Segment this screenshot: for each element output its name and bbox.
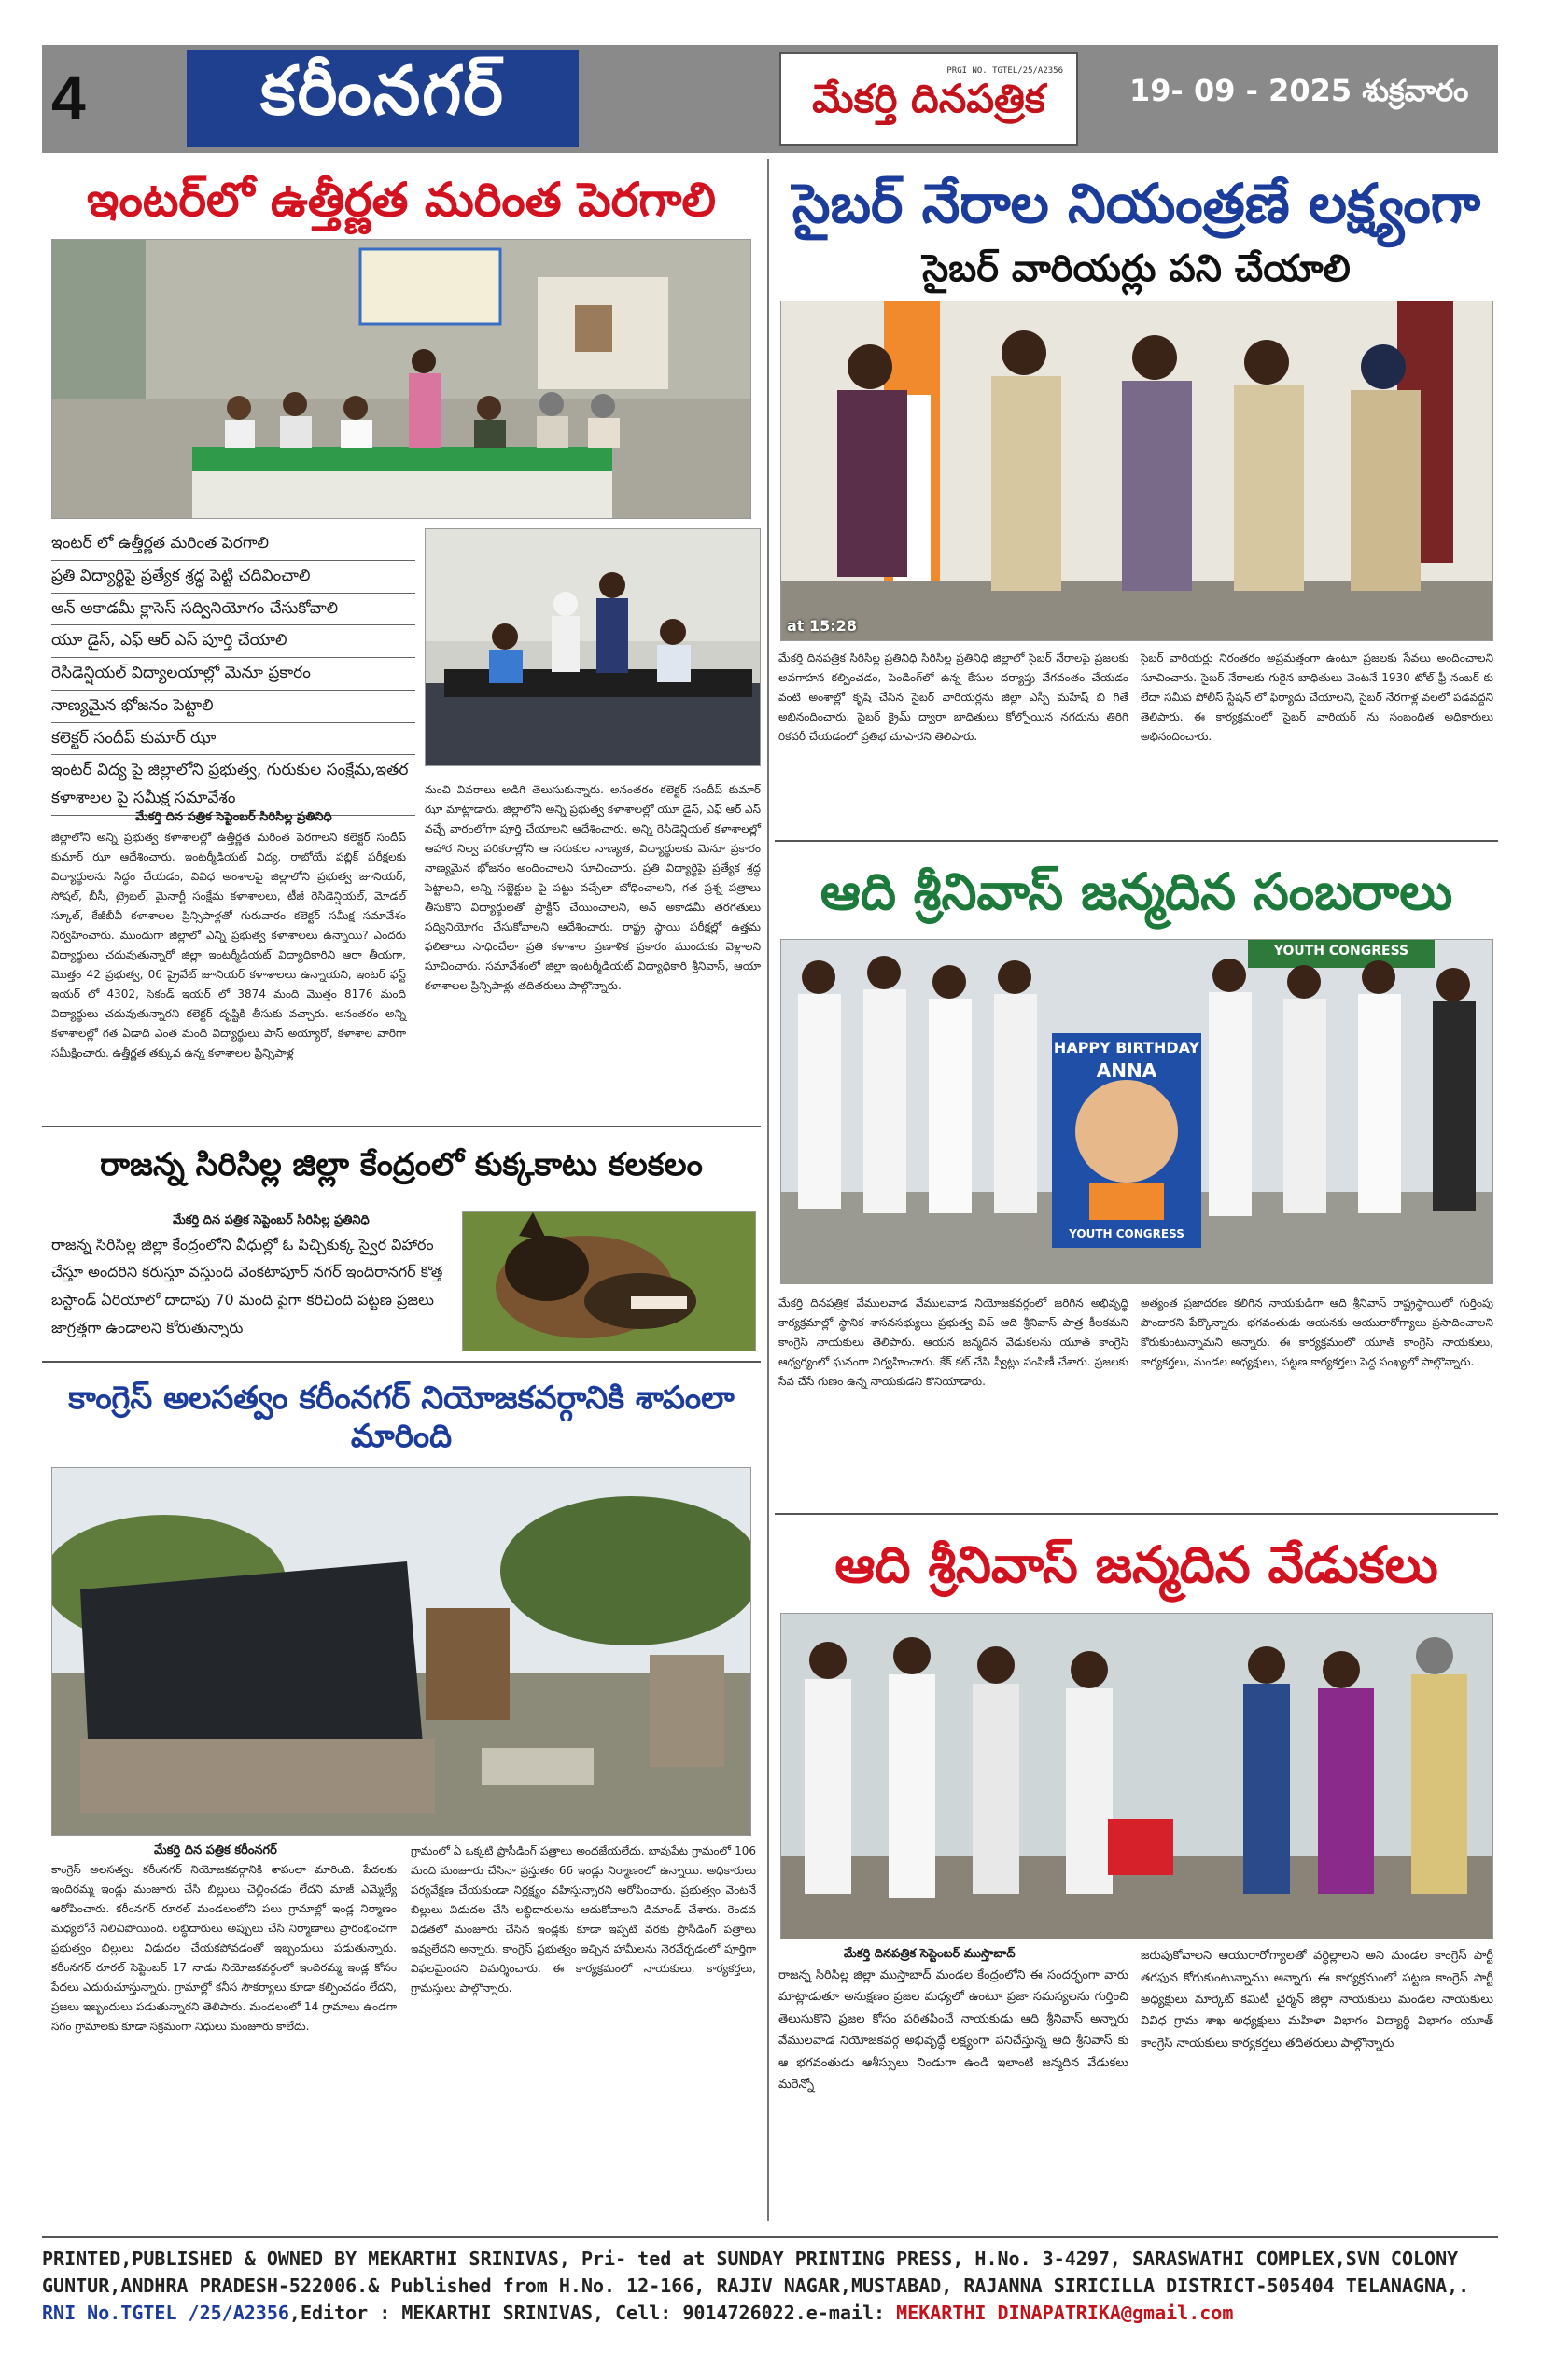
story4-subheadline: సైబర్ వారియర్లు పని చేయాలి — [922, 246, 1351, 290]
poster-footer: YOUTH CONGRESS — [1069, 1227, 1184, 1241]
youth-banner-text: YOUTH CONGRESS — [1273, 944, 1409, 959]
cyber-warriors-illustration — [781, 301, 1493, 641]
cake-cutting-photo — [780, 1613, 1493, 1939]
story4-body-area — [775, 649, 1498, 840]
story2-text — [51, 1211, 453, 1341]
right-column — [775, 159, 1498, 2141]
footer-rule — [42, 2236, 1498, 2238]
review-meeting-illustration — [52, 240, 751, 519]
photo-timestamp: at 15:28 — [787, 616, 857, 635]
story1-body-area — [42, 528, 761, 1126]
contact-email[interactable]: MEKARTHI DINAPATRIKA@gmail.com — [896, 2302, 1234, 2324]
collector-photo — [425, 528, 761, 766]
story2-dateline: మేకర్తి దిన పత్రిక సెప్టెంబర్ సిరిసిల్ల ప్రతినిధి — [173, 1213, 370, 1227]
story5-headline: ఆది శ్రీనివాస్ జన్మదిన సంబరాలు — [820, 861, 1453, 921]
story6-body-right: జరుపుకోవాలని ఆయురారోగ్యాలతో వర్ధిల్లాలని అని మండల కాంగ్రెస్ పార్టీ తరఫున కోరుకుంటున్నాము అన్నారు ఈ కార్యక్రమంలో పట్టణ కాంగ్రెస్ పార్టీ అధ్యక్షులు మార్కెట్ కమిటీ చైర్మన్ జిల్లా నాయకులు మండల నాయకులు వివిధ గ్రామ శాఖ అధ్యక్షులు మహిళా విభాగం విద్యార్థి విభాగం యూత్ కాంగ్రెస్ నాయకులు కార్యకర్తలు తదితరులు పాల్గొన్నారు — [1141, 1949, 1493, 2051]
story1-bullets — [51, 528, 415, 816]
cake-cutting-illustration — [781, 1614, 1493, 1939]
story3-body-right: గ్రామంలో ఏ ఒక్కటి ప్రొసీడింగ్ పత్రాలు అందజేయలేదు. బావుపేట గ్రామంలో 106 మంది మంజూరు చేసినా ప్రస్తుతం 66 ఇండ్లు నిర్మాణంలో ఉన్నాయి. అధికారులు పర్యవేక్షణ చేయకుండా నిర్లక్ష్యం వహిస్తున్నారని ఆరోపించారు. ప్రభుత్వం వెంటనే బిల్లులు విడుదల చేసి లబ్ధిదారులను ఆదుకోవాలని డిమాండ్ చేశారు. రెండవ విడతలో మంజూరు చేసిన ఇండ్లకు కూడా ఇప్పటి వరకు ప్రొసీడింగ్ పత్రాలు ఇవ్వలేదని అన్నారు. కాంగ్రెస్ ప్రభుత్వం ఇచ్చిన హామీలను నెరవేర్చడంలో పూర్తిగా విఫలమైందని విమర్శించారు. ఈ కార్యక్రమంలో నాయకులు, కార్యకర్తలు, గ్రామస్తులు పాల్గొన్నారు. — [411, 1843, 756, 1995]
story-inter-results — [42, 159, 761, 1126]
story-birthday-festivities — [775, 1515, 1498, 2141]
bullet-item: ఇంటర్ లో ఉత్తీర్ణత మరింత పెరగాలి — [51, 528, 415, 561]
story3-body-area — [42, 1841, 761, 2177]
bullet-item: ఇంటర్ విద్య పై జిల్లాలోని ప్రభుత్వ, గురుకుల సంక్షేమ,ఇతర కళాశాలల పై సమీక్ష సమావేశం — [51, 755, 415, 816]
story6-col-a — [778, 1945, 1128, 2095]
bullet-item: యూ డైస్, ఎఫ్ ఆర్ ఎస్ పూర్తి చేయాలి — [51, 625, 415, 658]
logo-text: మేకర్తి దినపత్రిక — [812, 76, 1045, 121]
story4-body-left: మేకర్తి దినపత్రిక సిరిసిల్ల ప్రతినిధి సిరిసిల్ల ప్రతినిధి జిల్లాలో సైబర్ నేరాలపై ప్రజలకు అవగాహన కల్పించడం, పెండింగ్‌లో ఉన్న కేసుల దర్యాప్తు వేగవంతం చేయడం వంటి అంశాల్లో కృషి చేసిన సైబర్ వారియర్లను జిల్లా ఎస్పీ మహేష్ బి గితే అభినందించారు. సైబర్ క్రైమ్ ద్వారా బాధితులు కోల్పోయిన నగదును తిరిగి రికవరీ చేయడంలో ప్రతిభ చూపారని తెలిపారు. — [778, 651, 1128, 743]
dog-photo — [462, 1211, 756, 1351]
collector-meeting-illustration — [426, 529, 761, 766]
editor-contact: ,Editor : MEKARTHI SRINIVAS, Cell: 9014726022.e-mail: — [288, 2302, 897, 2324]
story2-body: రాజన్న సిరిసిల్ల జిల్లా కేంద్రంలోని వీధుల్లో ఓ పిచ్చికుక్క స్వైర విహారం చేస్తూ అందరిని కరుస్తూ వస్తుంది వెంకటాపూర్ నగర్ ఇందిరానగర్ కొత్త బస్టాండ్ ఏరియాలో దాదాపు 70 మంది పైగా కరిచింది పట్టణ ప్రజలు జాగ్రత్తగా ఉండాలని కోరుతున్నారు — [51, 1235, 443, 1337]
bullet-item: నాణ్యమైన భోజనం పెట్టాలి — [51, 691, 415, 723]
masthead — [42, 45, 1498, 153]
issue-date: 19- 09 - 2025 శుక్రవారం — [1129, 73, 1469, 108]
section-title: కరీంనగర్ — [187, 50, 579, 147]
bullet-item: ప్రతి విద్యార్థిపై ప్రత్యేక శ్రద్ధ పెట్టి చదివించాలి — [51, 561, 415, 594]
story3-body-left: కాంగ్రెస్ అలసత్వం కరీంనగర్ నియోజకవర్గానికి శాపంలా మారింది. పేదలకు ఇందిరమ్మ ఇండ్లు మంజూరు చేసి బిల్లులు చెల్లించడం లేదని మాజీ ఎమ్మెల్యే ఆరోపించారు. కరీంనగర్ రూరల్ మండలంలోని పలు గ్రామాల్లో ఇండ్ల నిర్మాణం మధ్యలోనే నిలిచిపోయింది. లబ్ధిదారులు అప్పులు చేసి నిర్మాణాలు ప్రారంభించగా ప్రభుత్వం బిల్లులు విడుదల చేయకపోవడంతో ఇబ్బందులు పడుతున్నారు. కరీంనగర్ రూరల్ సెప్టెంబర్ 17 నాడు నియోజకవర్గంలో ఇందిరమ్మ ఇండ్ల కోసం పేదలు ఎదురుచూస్తున్నారు. గ్రామాల్లో కనీస సౌకర్యాలు కూడా కల్పించడం లేదని, ప్రజలు ఇబ్బందులు పడుతున్నారని తెలిపారు. మండలంలో 14 గ్రామాలు ఉండగా సగం గ్రామాలకు కూడా సక్రమంగా నిధులు మంజూరు కాలేదు. — [51, 1863, 397, 2034]
review-meeting-photo — [51, 239, 751, 519]
story5-body-left: మేకర్తి దినపత్రిక వేములవాడ వేములవాడ నియోజకవర్గంలో జరిగిన అభివృద్ధి కార్యక్రమాల్లో స్థానిక శాసనసభ్యులు ప్రభుత్వ విప్ ఆది శ్రీనివాస్ పాత్ర కీలకమని కాంగ్రెస్ నాయకులు తెలిపారు. ఆయన జన్మదిన వేడుకలను యూత్ కాంగ్రెస్ ఆధ్వర్యంలో ఘనంగా నిర్వహించారు. కేక్ కట్ చేసి స్వీట్లు పంపిణీ చేశారు. ప్రజలకు సేవ చేసే గుణం ఉన్న నాయకుడని కొనియాడారు. — [778, 1296, 1128, 1389]
imprint-line-3 — [42, 2300, 1498, 2327]
story5-body-right: అత్యంత ప్రజాదరణ కలిగిన నాయకుడిగా ఆది శ్రీనివాస్ రాష్ట్రస్థాయిలో గుర్తింపు పొందారని పేర్కొన్నారు. భగవంతుడు ఆయనకు ఆయురారోగ్యాలు ప్రసాదించాలని కోరుకుంటున్నామని అన్నారు. ఈ కార్యక్రమంలో యూత్ కాంగ్రెస్ నాయకులు, కార్యకర్తలు, మండల అధ్యక్షులు, పట్టణ కార్యకర్తలు పెద్ద సంఖ్యలో పాల్గొన్నారు. — [1141, 1296, 1493, 1369]
story-cyber-crime — [775, 159, 1498, 840]
story2-headline: రాజన్న సిరిసిల్ల జిల్లా కేంద్రంలో కుక్కకాటు కలకలం — [100, 1146, 703, 1183]
left-column — [42, 159, 761, 2177]
bullet-item: కలెక్టర్ సందీప్ కుమార్ ఝా — [51, 723, 415, 756]
story1-body-right: నుంచి వివరాలు అడిగి తెలుసుకున్నారు. అనంతరం కలెక్టర్ సందీప్ కుమార్ ఝా మాట్లాడారు. జిల్లాలోని అన్ని ప్రభుత్వ కళాశాలల్లో యూ డైస్, ఎఫ్ ఆర్ ఎస్ వచ్చే వారంలోగా పూర్తి చేయాలని ఆదేశించారు. అన్ని రెసిడెన్షియల్ కళాశాలల్లో ఆహార నిల్వ పరికరాల్లోని ఆ సరుకుల నాణ్యత, విద్యార్థులకు మెనూ ప్రకారం నాణ్యమైన భోజనం అందించాలని సూచించారు. ప్రతి విద్యార్థిపై ప్రత్యేక శ్రద్ధ పెట్టాలని, అన్ని సబ్జెక్టుల పై పట్టు వచ్చేలా బోధించాలని, గత ప్రశ్న పత్రాలు తీసుకొని విద్యార్థులతో ప్రాక్టీస్ చేయించాలని, అన్ అకాడమీ తరగతులు సద్వినియోగం చేసుకోవాలని ఆదేశించారు. రాష్ట్ర స్థాయి పరీక్షల్లో ఉత్తమ ఫలితాలు సాధించేలా ప్రతి కళాశాల ప్రణాళిక ప్రకారం ముందుకు వెళ్లాలని సూచించారు. సమావేశంలో జిల్లా ఇంటర్మీడియట్ విద్యాధికారి శ్రీనివాస్, ఆయా కళాశాలల ప్రిన్సిపాళ్లు తదితరులు పాల్గొన్నారు. — [425, 783, 761, 992]
story6-body-area — [775, 1945, 1498, 2141]
logo-regno: PRGI NO. TGTEL/25/A2356 — [946, 66, 1063, 76]
story6-dateline: మేకర్తి దినపత్రిక సెప్టెంబర్ ముస్తాబాద్ — [844, 1947, 1016, 1962]
poster-greeting: HAPPY BIRTHDAY — [1053, 1039, 1200, 1057]
incomplete-house-photo — [51, 1467, 751, 1836]
imprint-line-2: GUNTUR,ANDHRA PRADESH-522006.& Published from H.No. 12-166, RAJIV NAGAR,MUSTABAD, RAJANNA SIRICILLA DISTRICT-505404 TELANAGNA,. — [42, 2275, 1470, 2297]
story5-body-area — [775, 1294, 1498, 1513]
story3-col-a — [51, 1841, 397, 2037]
poster-name: ANNA — [1096, 1059, 1157, 1083]
story1-headline: ఇంటర్‌లో ఉత్తీర్ణత మరింత పెరగాలి — [87, 173, 716, 227]
story4-body-right: సైబర్ వారియర్లు నిరంతరం అప్రమత్తంగా ఉంటూ ప్రజలకు సేవలు అందించాలని సూచించారు. సైబర్ నేరాలకు గురైన బాధితులు వెంటనే 1930 టోల్ ఫ్రీ నంబర్ కు లేదా సమీప పోలీస్ స్టేషన్ లో ఫిర్యాదు చేయాలని, సైబర్ నేరగాళ్ల వలలో పడవద్దని తెలిపారు. ఈ కార్యక్రమంలో సైబర్ వారియర్ ను సంబంధిత అధికారులు అభినందించారు. — [1141, 651, 1493, 743]
story-dog-bite — [42, 1127, 761, 1361]
dog-illustration — [463, 1212, 756, 1351]
story6-headline: ఆది శ్రీనివాస్ జన్మదిన వేడుకలు — [834, 1535, 1438, 1595]
imprint-footer — [42, 2236, 1498, 2327]
story-birthday-celebrations — [775, 842, 1498, 1514]
bullet-item: అన్ అకాడమీ క్లాసెస్ సద్వినియోగం చేసుకోవాలి — [51, 594, 415, 626]
story1-col-a — [51, 808, 406, 1063]
story3-col-b — [411, 1841, 756, 1998]
column-divider — [767, 159, 769, 2221]
story3-headline: కాంగ్రెస్ అలసత్వం కరీంనగర్ నియోజకవర్గానికి శాపంలా మారింది — [68, 1379, 735, 1455]
rni-number: RNI No.TGTEL /25/A2356 — [42, 2302, 289, 2324]
birthday-group-photo — [780, 939, 1493, 1284]
imprint-line-1: PRINTED,PUBLISHED & OWNED BY MEKARTHI SRINIVAS, Pri- ted at SUNDAY PRINTING PRESS, H.No. 3-4297, SARASWATHI COMPLEX,SVN COLONY — [42, 2247, 1459, 2270]
story3-dateline: మేకర్తి దిన పత్రిక కరీంనగర్ — [154, 1842, 277, 1857]
page-number: 4 — [51, 63, 86, 132]
incomplete-house-illustration — [52, 1468, 751, 1836]
bullet-item: రెసిడెన్షియల్ విద్యాలయాల్లో మెనూ ప్రకారం — [51, 658, 415, 691]
story1-dateline: మేకర్తి దిన పత్రిక సెప్టెంబర్ సిరిసిల్ల ప్రతినిధి — [135, 810, 332, 824]
story4-headline: సైబర్ నేరాల నియంత్రణే లక్ష్యంగా — [792, 172, 1481, 235]
story6-body-left: రాజన్న సిరిసిల్ల జిల్లా ముస్తాబాద్ మండల కేంద్రంలోని ఈ సందర్భంగా వారు మాట్లాడుతూ అనుక్షణం ప్రజల మధ్యలో ఉంటూ ప్రజా సమస్యలను గుర్తించి తెలుసుకొని ప్రజల కోసం పరితపించే నాయకుడు ఆది శ్రీనివాస్ అన్నారు వేములవాడ నియోజకవర్గ అభివృద్ధే లక్ష్యంగా పనిచేస్తున్న ఆది శ్రీనివాస్ కు ఆ భగవంతుడు ఆశీస్సులు నిండుగా ఉండి ఇలాంటి జన్మదిన వేడుకలు మరెన్నో — [778, 1967, 1128, 2092]
newspaper-logo — [779, 52, 1078, 146]
cyber-warriors-photo — [780, 301, 1493, 641]
story1-col-b — [425, 780, 761, 996]
story1-body-left: జిల్లాలోని అన్ని ప్రభుత్వ కళాశాలల్లో ఉత్తీర్ణత మరింత పెరగాలని కలెక్టర్ సందీప్ కుమార్ ఝా ఆదేశించారు. ఇంటర్మీడియట్ విద్య, రాబోయే పబ్లిక్ పరీక్షలకు విద్యార్థులను సిద్ధం చేయడం, వివిధ అంశాలపై జిల్లాలోని ప్రభుత్వ జూనియర్, సోషల్, బీసీ, ట్రైబల్, మైనార్టీ సంక్షేమ కళాశాలలు, టీజీ రెసిడెన్షియల్, మోడల్ స్కూల్, కేజీబీవీ కళాశాలల ప్రిన్సిపాళ్లతో గురువారం కలెక్టర్ సమీక్ష సమావేశం నిర్వహించారు. ముందుగా జిల్లాలో ఎన్ని ప్రభుత్వ కళాశాలలు ఉన్నాయి? ఎందరు విద్యార్థులు చదువుతున్నారో జిల్లా ఇంటర్మీడియట్ విద్యాధికారిని ఆరా తీయగా, మొత్తం 42 ప్రభుత్వ, 06 ప్రైవేట్ జూనియర్ కళాశాలలు ఉన్నాయని, ఇంటర్ ఫస్ట్ ఇయర్ లో 4302, సెకండ్ ఇయర్ లో 3874 మంది మొత్తం 8176 మంది విద్యార్థులు చదువుతున్నారని కలెక్టర్ దృష్టికి తీసుకు వచ్చారు. అనంతరం అన్ని కళాశాలల్లో గత ఏడాది ఎంత మంది విద్యార్థులు పాస్ అయ్యారో, కళాశాల వారిగా సమీక్షించారు. ఉత్తీర్ణత తక్కువ ఉన్న కళాశాలల ప్రిన్సిపాళ్ల — [51, 830, 406, 1059]
story-congress-negligence — [42, 1363, 761, 2177]
